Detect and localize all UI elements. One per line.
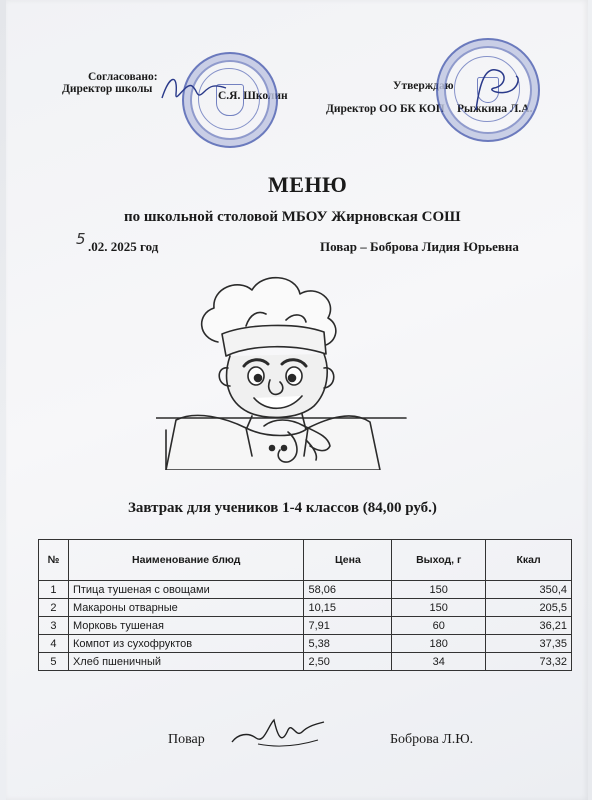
subtitle: по школьной столовой МБОУ Жирновская СОШ — [124, 209, 461, 225]
col-header-dish: Наименование блюд — [68, 540, 304, 581]
cell-yield: 60 — [392, 617, 486, 635]
left-signature-icon — [156, 64, 236, 114]
col-header-kcal: Ккал — [486, 540, 572, 581]
cell-yield: 150 — [392, 581, 486, 599]
approval-name: С.Я. Школин — [218, 90, 288, 102]
approve-name: Рыжкина Л.А. — [457, 103, 533, 115]
cell-number: 5 — [39, 653, 69, 671]
cell-price: 2,50 — [304, 653, 392, 671]
table-row — [39, 635, 572, 653]
col-header-yield: Выход, г — [392, 540, 486, 581]
meal-heading: Завтрак для учеников 1-4 классов (84,00 руб.) — [128, 500, 437, 516]
cell-number: 4 — [39, 635, 69, 653]
menu-table — [38, 539, 572, 671]
date-day-handwritten: 5 — [76, 230, 86, 248]
cell-number: 3 — [39, 617, 69, 635]
cell-dish: Макароны отварные — [68, 599, 304, 617]
table-row — [39, 653, 572, 671]
cell-yield: 34 — [392, 653, 486, 671]
cell-dish: Птица тушеная с овощами — [68, 581, 304, 599]
right-signature-icon — [456, 60, 536, 120]
cell-kcal: 37,35 — [486, 635, 572, 653]
cell-price: 10,15 — [304, 599, 392, 617]
document-page — [6, 0, 588, 800]
col-header-price: Цена — [304, 540, 392, 581]
cell-kcal: 73,32 — [486, 653, 572, 671]
cell-price: 7,91 — [304, 617, 392, 635]
cell-yield: 180 — [392, 635, 486, 653]
cell-dish: Хлеб пшеничный — [68, 653, 304, 671]
approve-role: Директор ОО БК КОП — [326, 103, 445, 115]
cell-dish: Компот из сухофруктов — [68, 635, 304, 653]
footer-cook-label: Повар — [168, 732, 205, 747]
cell-dish: Морковь тушеная — [68, 617, 304, 635]
footer-signature-icon — [228, 708, 328, 758]
table-row — [39, 599, 572, 617]
date-text: .02. 2025 год — [88, 239, 159, 254]
footer-cook-name: Боброва Л.Ю. — [390, 732, 474, 747]
cell-price: 58,06 — [304, 581, 392, 599]
cell-number: 1 — [39, 581, 69, 599]
cell-kcal: 205,5 — [486, 599, 572, 617]
table-header-row — [39, 540, 572, 581]
chef-icon — [156, 270, 486, 470]
cell-price: 5,38 — [304, 635, 392, 653]
table-row — [39, 581, 572, 599]
approve-label: Утверждаю — [393, 80, 454, 92]
approval-role: Директор школы — [62, 83, 153, 95]
cell-number: 2 — [39, 599, 69, 617]
col-header-number: № — [39, 540, 69, 581]
page-title: МЕНЮ — [268, 172, 348, 197]
cell-yield: 150 — [392, 599, 486, 617]
cell-kcal: 36,21 — [486, 617, 572, 635]
table-row — [39, 617, 572, 635]
approval-label: Согласовано: — [88, 71, 158, 83]
cook-line: Повар – Боброва Лидия Юрьевна — [320, 239, 519, 254]
cell-kcal: 350,4 — [486, 581, 572, 599]
